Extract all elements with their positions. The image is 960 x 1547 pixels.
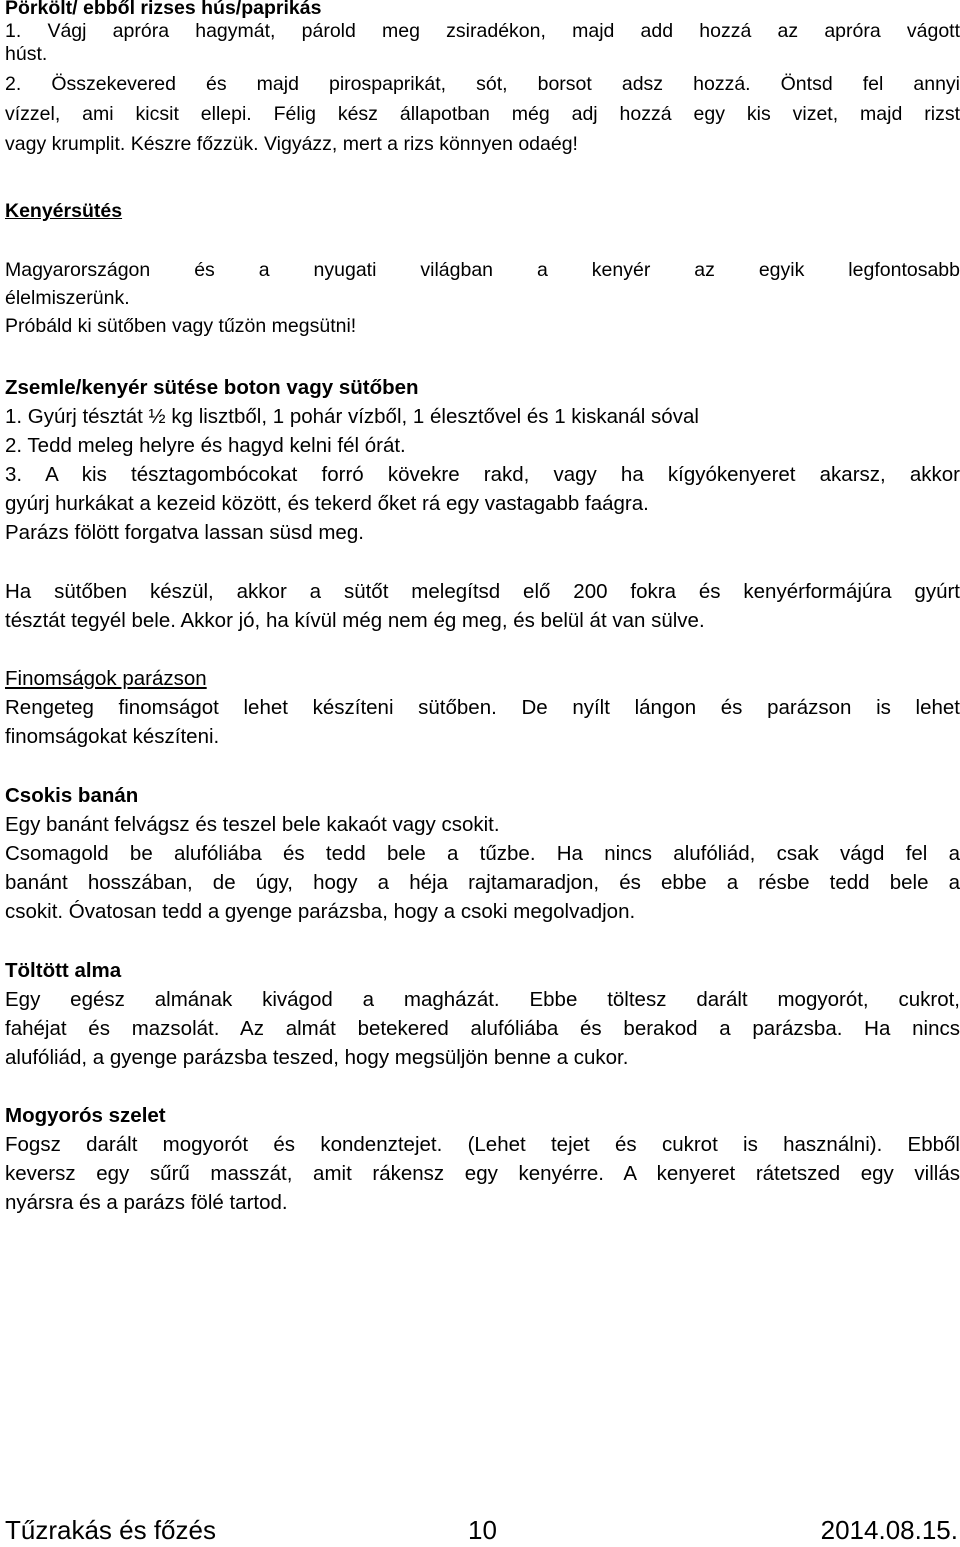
footer-page-number: 10 [468,1515,497,1545]
porkolt-section [5,0,960,156]
porkolt-line-5: vagy krumplit. Készre főzzük. Vigyázz, mert a rizs könnyen odaég! [5,133,578,155]
mogyoros-line-2: keversz egy sűrű masszát, amit rákensz egy kenyérre. A kenyeret rátetszed egy villás [5,1162,960,1185]
csokis-line-1: Egy banánt felvágsz és teszel bele kakaót vagy csokit. [5,813,500,836]
csokis-line-3: banánt hosszában, de úgy, hogy a héja rajtamaradjon, és ebbe a résbe tedd bele a [5,871,960,894]
alma-line-1: Egy egész almának kivágod a magházát. Ebbe töltesz darált mogyorót, cukrot, [5,988,960,1011]
mogyoros-line-1: Fogsz darált mogyorót és kondenztejet. (Lehet tejet és cukrot is használni). Ebből [5,1133,960,1156]
zsemle-oven-section [5,577,960,635]
zsemle-line-3: 3. A kis tésztagombócokat forró kövekre rakd, vagy ha kígyókenyeret akarsz, akkor [5,463,960,486]
zsemle-title: Zsemle/kenyér sütése boton vagy sütőben [5,376,419,399]
mogyoros-title: Mogyorós szelet [5,1104,166,1127]
kenyersutes-line-1: Magyarországon és a nyugati világban a kenyér az egyik legfontosabb [5,259,960,281]
mogyoros-section [5,1101,960,1217]
porkolt-line-4: vízzel, ami kicsit ellepi. Félig kész állapotban még adj hozzá egy kis vizet, majd rizst [5,103,960,125]
finomsagok-line-2: finomságokat készíteni. [5,725,220,748]
kenyersutes-line-2: élelmiszerünk. [5,287,130,309]
porkolt-title: Pörkölt/ ebből rizses hús/paprikás [5,0,322,19]
alma-line-2: fahéjat és mazsolát. Az almát betekered alufóliába és berakod a parázsba. Ha nincs [5,1017,960,1040]
kenyersutes-section [5,200,960,338]
zsemle-section [5,373,960,547]
finomsagok-line-1: Rengeteg finomságot lehet készíteni sütőben. De nyílt lángon és parázson is lehet [5,696,960,719]
zsemle-line-1: 1. Gyúrj tésztát ½ kg lisztből, 1 pohár vízből, 1 élesztővel és 1 kiskanál sóval [5,405,699,428]
zsemle-oven-line-2: tésztát tegyél bele. Akkor jó, ha kívül még nem ég meg, és belül át van sülve. [5,609,705,632]
csokis-line-4: csokit. Óvatosan tedd a gyenge parázsba, hogy a csoki megolvadjon. [5,900,636,923]
finomsagok-title: Finomságok parázson [5,667,207,690]
porkolt-line-2: húst. [5,43,48,65]
zsemle-line-5: Parázs fölött forgatva lassan süsd meg. [5,521,364,544]
csokis-title: Csokis banán [5,784,139,807]
mogyoros-line-3: nyársra és a parázs fölé tartod. [5,1191,288,1214]
finomsagok-section [5,664,960,751]
zsemle-oven-line-1: Ha sütőben készül, akkor a sütőt melegítsd elő 200 fokra és kenyérformájúra gyúrt [5,580,960,603]
porkolt-line-3: 2. Összekevered és majd pirospaprikát, sót, borsot adsz hozzá. Öntsd fel annyi [5,73,960,95]
zsemle-line-2: 2. Tedd meleg helyre és hagyd kelni fél órát. [5,434,406,457]
alma-line-3: alufóliád, a gyenge parázsba teszed, hogy megsüljön benne a cukor. [5,1046,629,1069]
csokis-line-2: Csomagold be alufóliába és tedd bele a tűzbe. Ha nincs alufóliád, csak vágd fel a [5,842,960,865]
zsemle-line-4: gyúrj hurkákat a kezeid között, és tekerd őket rá egy vastagabb faágra. [5,492,649,515]
porkolt-line-1: 1. Vágj apróra hagymát, párold meg zsiradékon, majd add hozzá az apróra vágott [5,20,960,42]
csokis-section [5,781,960,926]
footer-date: 2014.08.15. [820,1515,958,1545]
footer-title: Tűzrakás és főzés [5,1515,216,1545]
page-footer [5,1515,958,1547]
kenyersutes-title: Kenyérsütés [5,200,123,222]
alma-title: Töltött alma [5,959,122,982]
alma-section [5,956,960,1072]
kenyersutes-line-3: Próbáld ki sütőben vagy tűzön megsütni! [5,315,357,337]
